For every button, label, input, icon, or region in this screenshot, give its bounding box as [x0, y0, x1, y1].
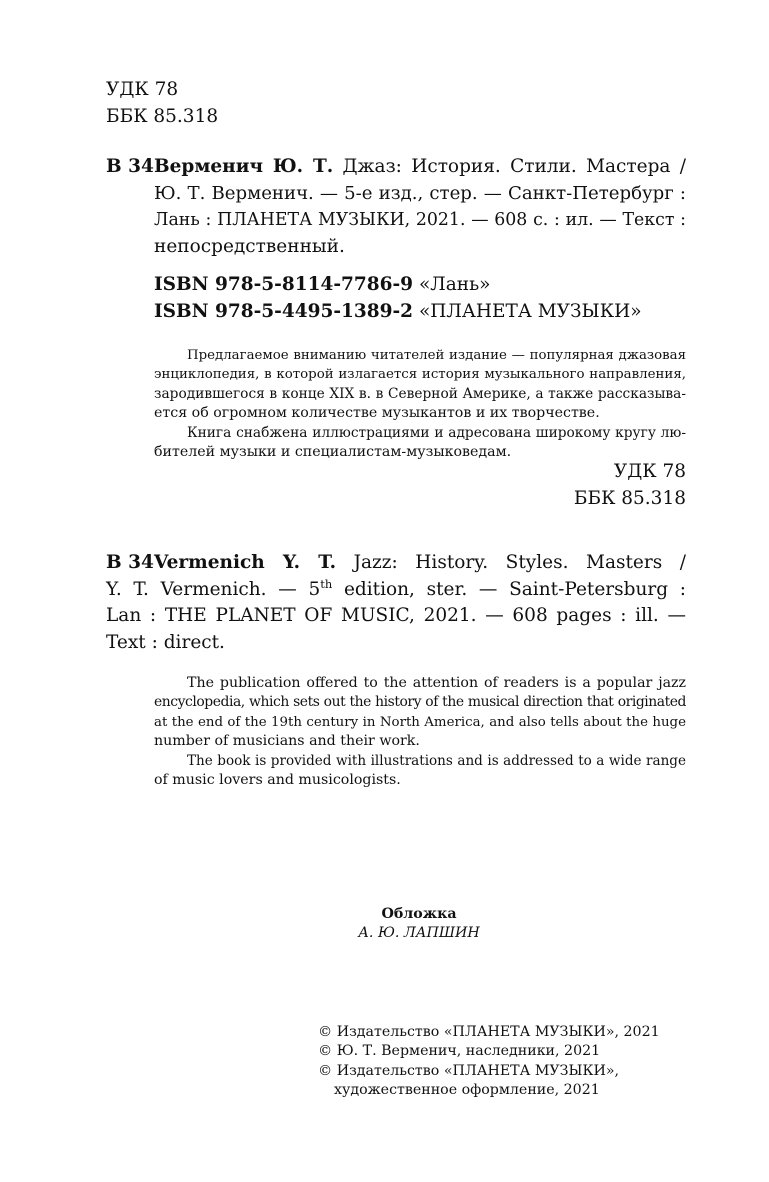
- en-entry-title: Jazz: History. Styles. Masters /: [353, 552, 686, 573]
- ru-entry-line-2: Ю. Т. Верменич. — 5-е изд., стер. — Санкт-Петербург :: [154, 182, 686, 204]
- en-entry-body: [106, 577, 686, 657]
- en-entry-line-3: Lan : THE PLANET OF MUSIC, 2021. — 608 pages : ill. —: [106, 605, 686, 626]
- cover-title: Обложка: [381, 906, 457, 922]
- ru-abstract-line-5: Книга снабжена иллюстрациями и адресована широкому кругу лю-: [187, 424, 686, 441]
- cover-credit: [284, 905, 554, 944]
- ru-abstract-line-1: Предлагаемое вниманию читателей издание — популярная джазовая: [187, 348, 686, 363]
- bbk-code-bottom: ББК 85.318: [573, 487, 686, 509]
- classification-bottom: [486, 459, 686, 512]
- ru-entry-line-4: непосредственный.: [154, 235, 345, 257]
- en-entry-line-1: [154, 550, 686, 577]
- ru-entry-body: [154, 181, 686, 261]
- ru-abstract-line-4: ется об огромном количестве музыкантов и их творчестве.: [154, 405, 600, 422]
- isbn-block: [154, 272, 686, 325]
- isbn-number-1: ISBN 978-5-8114-7786-9: [154, 274, 414, 295]
- en-entry-author: Vermenich Y. T.: [154, 552, 337, 573]
- classification-top: [106, 77, 306, 130]
- ru-entry-title: Джаз: История. Стили. Мастера /: [342, 156, 686, 177]
- ru-entry-line-3: Лань : ПЛАНЕТА МУЗЫКИ, 2021. — 608 с. : ил. — Текст :: [154, 210, 686, 230]
- en-abstract-line-2: encyclopedia, which sets out the history of the musical direction that originated: [154, 694, 686, 711]
- en-abstract-line-4: number of musicians and their work.: [154, 733, 420, 750]
- isbn-publisher-2: «ПЛАНЕТА МУЗЫКИ»: [418, 300, 642, 322]
- isbn-number-2: ISBN 978-5-4495-1389-2: [154, 300, 414, 322]
- ru-entry-line-1: [154, 154, 686, 181]
- copyright-block: [318, 1023, 686, 1101]
- en-abstract: [154, 674, 686, 790]
- ru-abstract: [154, 346, 686, 462]
- copyright-line-2: © Ю. Т. Верменич, наследники, 2021: [318, 1043, 601, 1060]
- ru-abstract-line-6: бителей музыки и специалистам-музыковедам.: [154, 444, 512, 461]
- en-entry-line-2b: edition, ster. — Saint-Petersburg :: [332, 578, 686, 600]
- en-abstract-line-6: of music lovers and musicologists.: [154, 772, 401, 789]
- isbn-line-1: [154, 272, 686, 299]
- en-entry-superscript: th: [320, 576, 333, 591]
- ru-entry-author: Верменич Ю. Т.: [154, 156, 334, 177]
- en-entry-line-4: Text : direct.: [106, 631, 225, 653]
- en-abstract-line-3: at the end of the 19th century in North America, and also tells about the huge: [154, 714, 686, 730]
- isbn-publisher-1: «Лань»: [418, 274, 491, 295]
- cover-artist: А. Ю. ЛАПШИН: [358, 925, 480, 942]
- en-abstract-line-1: The publication offered to the attention of readers is a popular jazz: [187, 675, 686, 691]
- copyright-line-3: © Издательство «ПЛАНЕТА МУЗЫКИ»,: [318, 1062, 620, 1079]
- en-entry-code: В 34: [106, 552, 154, 573]
- ru-entry: [154, 154, 686, 181]
- isbn-line-2: [154, 299, 686, 326]
- udk-code-bottom: УДК 78: [613, 461, 686, 482]
- en-abstract-line-5: The book is provided with illustrations and is addressed to a wide range: [187, 752, 686, 769]
- udk-code: УДК 78: [106, 79, 179, 100]
- bbk-code: ББК 85.318: [106, 105, 219, 127]
- en-entry-line-2a: Y. T. Vermenich. — 5: [106, 578, 321, 600]
- copyright-line-4: художественное оформление, 2021: [334, 1082, 600, 1099]
- en-entry: [154, 550, 686, 577]
- ru-abstract-line-3: зародившегося в конце XIX в. в Северной Америке, а также рассказыва-: [154, 385, 686, 402]
- en-entry-line-2: [106, 577, 686, 604]
- copyright-line-1: © Издательство «ПЛАНЕТА МУЗЫКИ», 2021: [318, 1024, 660, 1040]
- ru-abstract-line-2: энциклопедия, в которой излагается история музыкального направления,: [154, 367, 686, 383]
- ru-entry-code: В 34: [106, 156, 154, 177]
